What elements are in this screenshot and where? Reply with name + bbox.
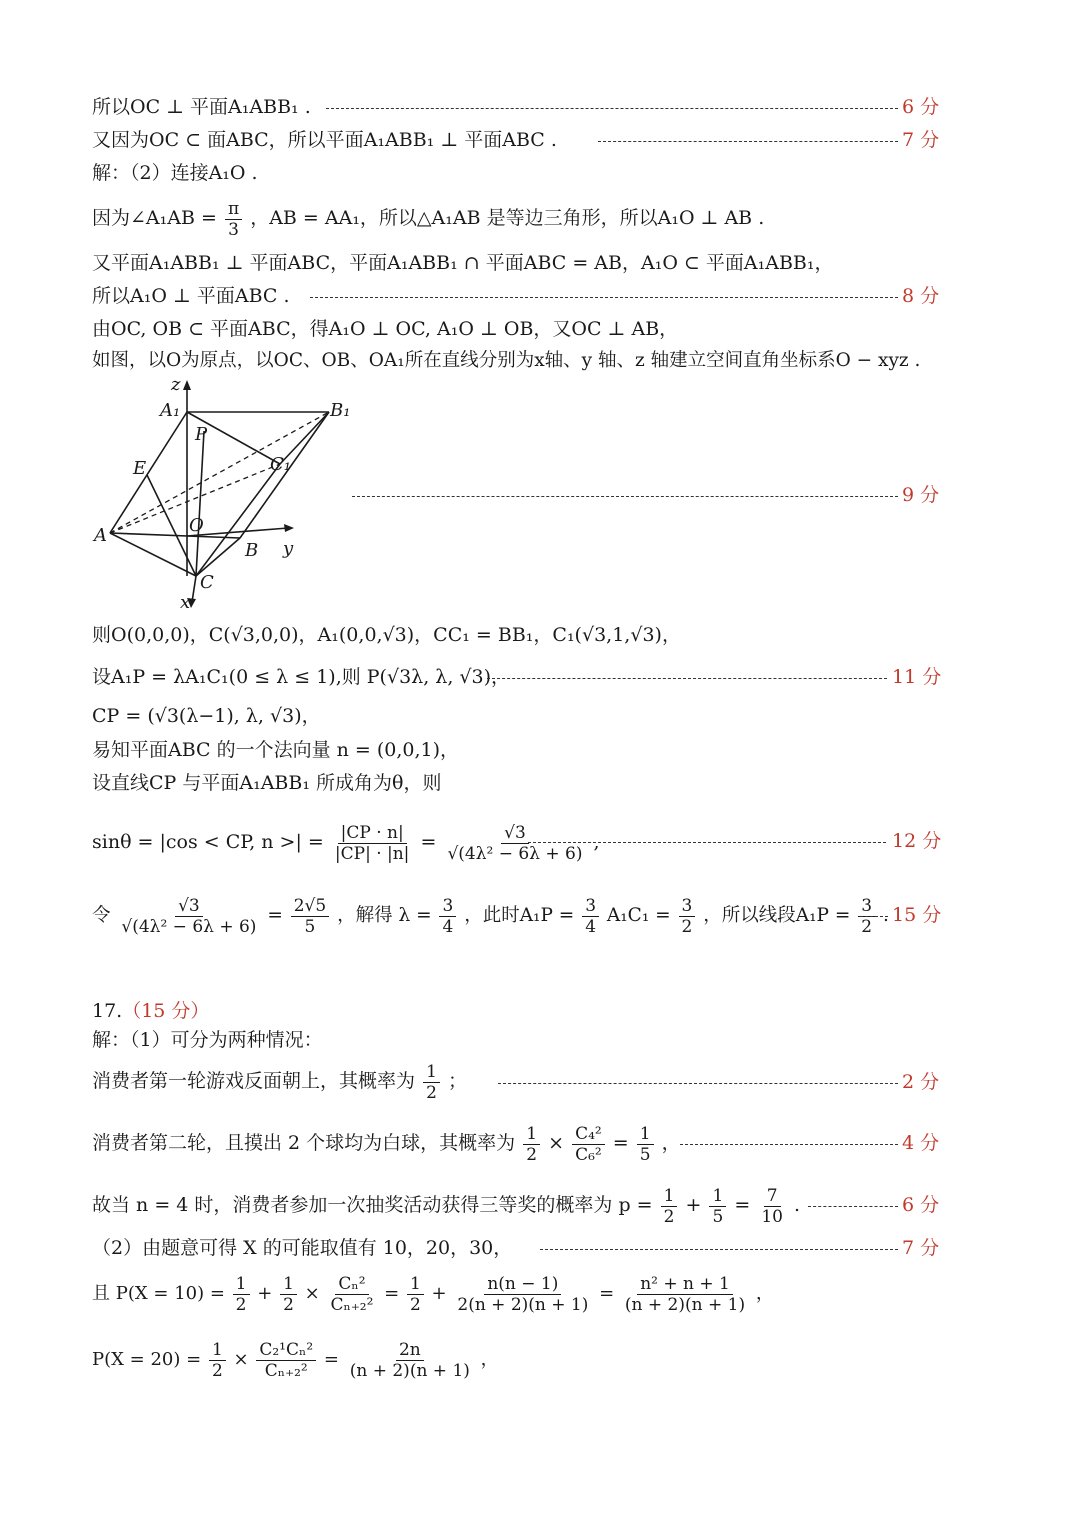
- denominator: Cₙ₊₂²: [330, 1294, 374, 1315]
- z-arrow: [183, 380, 191, 390]
- solution-line: [92, 250, 834, 276]
- numerator: 3: [582, 896, 599, 917]
- fraction: [407, 1274, 424, 1315]
- dotted-leader: [598, 141, 898, 142]
- score-label: 7 分: [902, 129, 940, 151]
- numerator: Cₙ²: [335, 1274, 368, 1295]
- equals-sign: =: [612, 1132, 629, 1154]
- solution-line: [92, 818, 600, 866]
- fraction: [291, 896, 329, 937]
- denominator: 4: [442, 916, 454, 937]
- solution-line: [92, 94, 311, 120]
- line-text: ，AB = AA₁，所以△A₁AB 是等边三角形，所以A₁O ⊥ AB .: [250, 207, 765, 229]
- line-text: 消费者第二轮，且摸出 2 个球均为白球，其概率为: [92, 1132, 516, 1154]
- line-text: 且 P(X = 10) =: [92, 1283, 225, 1304]
- line-text: （2）由题意可得 X 的可能取值有 10，20，30，: [92, 1237, 513, 1259]
- solution-line: [92, 127, 557, 153]
- dotted-leader: [326, 108, 898, 109]
- fraction: [347, 1340, 473, 1381]
- line-text: ，: [661, 1132, 681, 1154]
- numerator: 1: [407, 1274, 424, 1295]
- line-text: 所以OC ⊥ 平面A₁ABB₁ .: [92, 96, 311, 118]
- times-sign: ×: [304, 1283, 320, 1304]
- line-text: CP = (√3(λ−1), λ, √3)，: [92, 705, 321, 727]
- dotted-leader: [487, 678, 887, 679]
- fraction: [454, 1274, 591, 1315]
- label-A1: A₁: [160, 400, 181, 421]
- line-text: ；: [447, 1070, 467, 1092]
- line-text: 解：（1）可分为两种情况：: [92, 1029, 323, 1051]
- fraction: [209, 1340, 226, 1381]
- solution-line: [92, 316, 678, 342]
- line-text: A₁C₁ =: [606, 905, 671, 926]
- label-C1: C₁: [270, 454, 291, 475]
- line-text: 所以A₁O ⊥ 平面ABC .: [92, 285, 290, 307]
- denominator: 2: [861, 916, 873, 937]
- numerator: C₂¹Cₙ²: [256, 1340, 316, 1361]
- line-text: 则O(0,0,0)，C(√3,0,0)，A₁(0,0,√3)，CC₁ = BB₁，C₁(√3,1,√3)，: [92, 624, 681, 646]
- line-text: 易知平面ABC 的一个法向量 n = (0,0,1)，: [92, 739, 460, 761]
- score-label: 11 分: [892, 666, 942, 688]
- label-B: B: [245, 540, 259, 561]
- line-text: ，此时A₁P =: [464, 905, 575, 926]
- denominator: 5: [304, 916, 316, 937]
- fraction: [332, 823, 413, 864]
- score-label: 7 分: [902, 1237, 940, 1259]
- solution-line: [92, 348, 920, 374]
- solution-line: [92, 196, 764, 240]
- plus-sign: +: [431, 1283, 447, 1304]
- numerator: π: [225, 199, 242, 220]
- numerator: √3: [501, 823, 529, 844]
- line-text: ，: [755, 1283, 774, 1304]
- denominator: 2: [235, 1294, 247, 1315]
- fraction: [582, 896, 599, 937]
- solution-line: [92, 1027, 323, 1053]
- numerator: 3: [679, 896, 696, 917]
- dotted-leader: [680, 1144, 898, 1145]
- line-text: 解：（2）连接A₁O .: [92, 162, 258, 184]
- question-points: （15 分）: [122, 1000, 210, 1022]
- denominator: |CP| · |n|: [334, 843, 410, 864]
- denominator: 2: [409, 1294, 421, 1315]
- denominator: 2(n + 2)(n + 1): [457, 1294, 589, 1315]
- denominator: 10: [761, 1206, 783, 1227]
- times-sign: ×: [548, 1132, 565, 1154]
- equals-sign: =: [599, 1283, 615, 1304]
- fraction: [423, 1062, 440, 1103]
- line-text: ，: [480, 1349, 499, 1370]
- numerator: √3: [175, 896, 203, 917]
- times-sign: ×: [233, 1349, 249, 1370]
- numerator: 2√5: [291, 896, 329, 917]
- equals-sign: =: [267, 905, 283, 926]
- line-text: 设直线CP 与平面A₁ABB₁ 所成角为θ，则: [92, 772, 442, 794]
- fraction: [661, 1186, 678, 1227]
- dotted-leader: [860, 916, 888, 917]
- solution-line: [92, 1059, 467, 1103]
- denominator: 2: [426, 1082, 437, 1103]
- fraction: [523, 1124, 540, 1165]
- fraction: [439, 896, 456, 937]
- solution-line: [92, 160, 258, 186]
- score-label: 2 分: [902, 1071, 940, 1093]
- edge-AC: [110, 533, 196, 576]
- numerator: C₄²: [572, 1124, 605, 1145]
- solution-line: [92, 1235, 512, 1261]
- score-label: 12 分: [892, 830, 942, 852]
- denominator: 4: [585, 916, 597, 937]
- solution-line: [92, 892, 889, 940]
- numerator: 7: [764, 1186, 781, 1207]
- solution-line: [92, 622, 681, 648]
- numerator: 1: [209, 1340, 226, 1361]
- solution-line: [92, 1270, 774, 1318]
- denominator: Cₙ₊₂²: [264, 1360, 308, 1381]
- denominator: 5: [639, 1144, 651, 1165]
- line-text: P(X = 20) =: [92, 1349, 202, 1370]
- denominator: 2: [211, 1360, 223, 1381]
- solution-line: [92, 1120, 681, 1166]
- question-number: 17.: [92, 1000, 123, 1022]
- fraction: [233, 1274, 250, 1315]
- label-C: C: [200, 572, 214, 593]
- label-P: P: [195, 424, 208, 445]
- denominator: 5: [712, 1206, 724, 1227]
- line-text: 由OC, OB ⊂ 平面ABC，得A₁O ⊥ OC, A₁O ⊥ OB，又OC ⊥ AB，: [92, 318, 679, 340]
- denominator: 2: [663, 1206, 675, 1227]
- denominator: (n + 2)(n + 1): [349, 1360, 470, 1381]
- line-text: 又因为OC ⊂ 面ABC，所以平面A₁ABB₁ ⊥ 平面ABC .: [92, 129, 557, 151]
- denominator: √(4λ² − 6λ + 6): [121, 916, 257, 937]
- label-O: O: [189, 515, 204, 536]
- label-A: A: [94, 525, 107, 546]
- fraction: [256, 1340, 316, 1381]
- line-text: .: [882, 905, 889, 926]
- x-axis: [192, 576, 196, 602]
- segment-PC: [196, 431, 204, 576]
- fraction: [225, 199, 242, 240]
- solution-line: [92, 737, 459, 763]
- dotted-leader: [352, 496, 898, 497]
- equals-sign: =: [323, 1349, 339, 1370]
- line-text: 令: [92, 905, 111, 926]
- label-x: x: [180, 592, 191, 612]
- edge-BC: [196, 538, 240, 576]
- line-text: sinθ = |cos < CP, n >| =: [92, 831, 324, 853]
- numerator: 3: [858, 896, 875, 917]
- line-text: ，所以线段A₁P =: [703, 905, 851, 926]
- equals-sign: =: [384, 1283, 400, 1304]
- solution-line: [92, 703, 321, 729]
- denominator: √(4λ² − 6λ + 6): [447, 843, 583, 864]
- numerator: |CP · n|: [338, 823, 407, 844]
- solution-line: [92, 770, 441, 796]
- fraction: [572, 1124, 605, 1165]
- denominator: 2: [526, 1144, 538, 1165]
- plus-sign: +: [685, 1194, 702, 1216]
- numerator: 1: [233, 1274, 250, 1295]
- numerator: 2n: [396, 1340, 424, 1361]
- numerator: 3: [439, 896, 456, 917]
- denominator: 3: [228, 219, 239, 240]
- dotted-leader: [498, 1083, 898, 1084]
- label-B1: B₁: [330, 400, 351, 421]
- numerator: n(n − 1): [484, 1274, 561, 1295]
- line-text: 故当 n = 4 时，消费者参加一次抽奖活动获得三等奖的概率为 p =: [92, 1194, 653, 1216]
- solution-line: [92, 664, 510, 690]
- solution-line: [92, 1336, 499, 1384]
- numerator: 1: [661, 1186, 678, 1207]
- dotted-leader: [310, 297, 898, 298]
- fraction: [679, 896, 696, 937]
- numerator: 1: [709, 1186, 726, 1207]
- score-label: 9 分: [902, 484, 940, 506]
- line-text: .: [794, 1194, 801, 1216]
- line-text: 消费者第一轮游戏反面朝上，其概率为: [92, 1070, 416, 1092]
- line-text: 如图，以O为原点，以OC、OB、OA₁所在直线分别为x轴、y 轴、z 轴建立空间直角坐标系O − xyz .: [92, 350, 921, 371]
- fraction: [280, 1274, 297, 1315]
- question-heading: [92, 998, 209, 1024]
- line-text: 因为∠A₁AB =: [92, 207, 217, 229]
- line-text: ，解得 λ =: [337, 905, 432, 926]
- score-label: 15 分: [892, 904, 942, 926]
- fraction: [327, 1274, 376, 1315]
- solution-line: [92, 1182, 800, 1228]
- numerator: 1: [637, 1124, 654, 1145]
- score-label: 4 分: [902, 1132, 940, 1154]
- label-E: E: [133, 458, 147, 479]
- solution-line: [92, 283, 290, 309]
- line-text: ,: [593, 831, 600, 853]
- denominator: C₆²: [575, 1144, 602, 1165]
- score-label: 6 分: [902, 1194, 940, 1216]
- denominator: 2: [283, 1294, 294, 1315]
- fraction: [637, 1124, 654, 1165]
- denominator: 2: [681, 916, 693, 937]
- fraction: [758, 1186, 786, 1227]
- edge-A1A: [110, 412, 187, 533]
- line-text: 设A₁P = λA₁C₁(0 ≤ λ ≤ 1),则 P(√3λ, λ, √3)，: [92, 666, 511, 688]
- fraction: [118, 896, 259, 937]
- equals-sign: =: [420, 831, 437, 853]
- score-label: 6 分: [902, 96, 940, 118]
- label-z: z: [171, 376, 181, 395]
- numerator: 1: [280, 1274, 297, 1295]
- prism-figure: [92, 376, 362, 612]
- equals-sign: =: [734, 1194, 751, 1216]
- dotted-leader: [540, 1249, 898, 1250]
- dotted-leader: [808, 1206, 898, 1207]
- dotted-leader: [528, 842, 886, 843]
- plus-sign: +: [257, 1283, 273, 1304]
- denominator: (n + 2)(n + 1): [624, 1294, 746, 1315]
- score-label: 8 分: [902, 285, 940, 307]
- fraction: [622, 1274, 748, 1315]
- numerator: n² + n + 1: [637, 1274, 733, 1295]
- numerator: 1: [423, 1062, 440, 1083]
- fraction: [709, 1186, 726, 1227]
- label-y: y: [283, 538, 294, 559]
- numerator: 1: [523, 1124, 540, 1145]
- fraction: [444, 823, 585, 864]
- line-text: 又平面A₁ABB₁ ⊥ 平面ABC，平面A₁ABB₁ ∩ 平面ABC = AB，A₁O ⊂ 平面A₁ABB₁，: [92, 252, 834, 274]
- y-arrow: [284, 524, 294, 532]
